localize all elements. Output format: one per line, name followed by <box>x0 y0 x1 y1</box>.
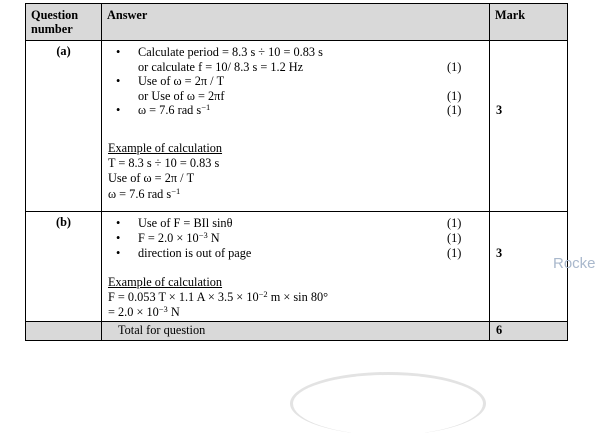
part-b-b3-points: (1) <box>447 246 462 260</box>
part-b-mark: 3 <box>496 246 503 260</box>
part-b-b1-points: (1) <box>447 216 462 230</box>
total-mark: 6 <box>490 322 568 341</box>
part-b-b1: Use of F = BIl sinθ <box>138 216 233 230</box>
part-a-b1-line2: or calculate f = 10/ 8.3 s = 1.2 Hz <box>138 60 304 74</box>
part-a-example-line1: T = 8.3 s ÷ 10 = 0.83 s <box>108 156 220 170</box>
part-b-example-line1: F = 0.053 T × 1.1 $A \times 3.5 \times 10^{-2}$ m × sin 80° <box>108 289 329 304</box>
bullet-icon: • <box>116 45 121 59</box>
part-a-b2-points: (1) <box>447 89 462 103</box>
part-a-example-line2: Use of ω = 2π / T <box>108 171 195 185</box>
part-b-b2: $F = 2.0 \times 10^{-3}$ N <box>138 230 220 245</box>
part-b-b3: direction is out of page <box>138 246 252 260</box>
part-b-label: (b) <box>26 212 102 322</box>
total-label: Total for question <box>102 322 490 341</box>
part-a-b2-line2: or Use of ω = 2πf <box>138 89 225 103</box>
part-a-row <box>26 41 568 212</box>
part-a-label: (a) <box>26 41 102 212</box>
header-answer: Answer <box>102 4 490 41</box>
part-a-b1-points: (1) <box>447 60 462 74</box>
part-b-b2-points: (1) <box>447 231 462 245</box>
header-mark: Mark <box>490 4 568 41</box>
total-row <box>26 322 568 341</box>
header-row <box>26 4 568 41</box>
bullet-icon: • <box>116 231 121 245</box>
bullet-icon: • <box>116 103 121 117</box>
bullet-icon: • <box>116 74 121 88</box>
part-a-b2-line1: Use of ω = 2π / T <box>138 74 225 88</box>
watermark-text: Rocke <box>553 255 596 272</box>
bullet-icon: • <box>116 246 121 260</box>
header-question: Question number <box>26 4 102 41</box>
part-a-b3: ω = 7.6 rad $s^{-1}$ <box>138 102 211 117</box>
part-a-example-line3: ω = 7.6 rad $s^{-1}$ <box>108 186 181 201</box>
part-b-example-heading: Example of calculation <box>108 275 223 289</box>
mark-scheme-table <box>25 3 568 341</box>
part-a-mark: 3 <box>496 103 503 117</box>
part-a-mark-cell <box>490 41 568 212</box>
bullet-icon: • <box>116 216 121 230</box>
part-a-answer <box>102 41 490 212</box>
part-b-example-line2: = $2.0 \times 10^{-3}$ N <box>108 304 180 319</box>
part-b-row <box>26 212 568 322</box>
part-a-example-heading: Example of calculation <box>108 141 223 155</box>
total-spacer <box>26 322 102 341</box>
part-a-b1-line1: Calculate period = 8.3 s ÷ 10 = 0.83 s <box>138 45 323 59</box>
watermark-arc <box>290 372 486 435</box>
part-b-answer <box>102 212 490 322</box>
part-a-b3-points: (1) <box>447 103 462 117</box>
